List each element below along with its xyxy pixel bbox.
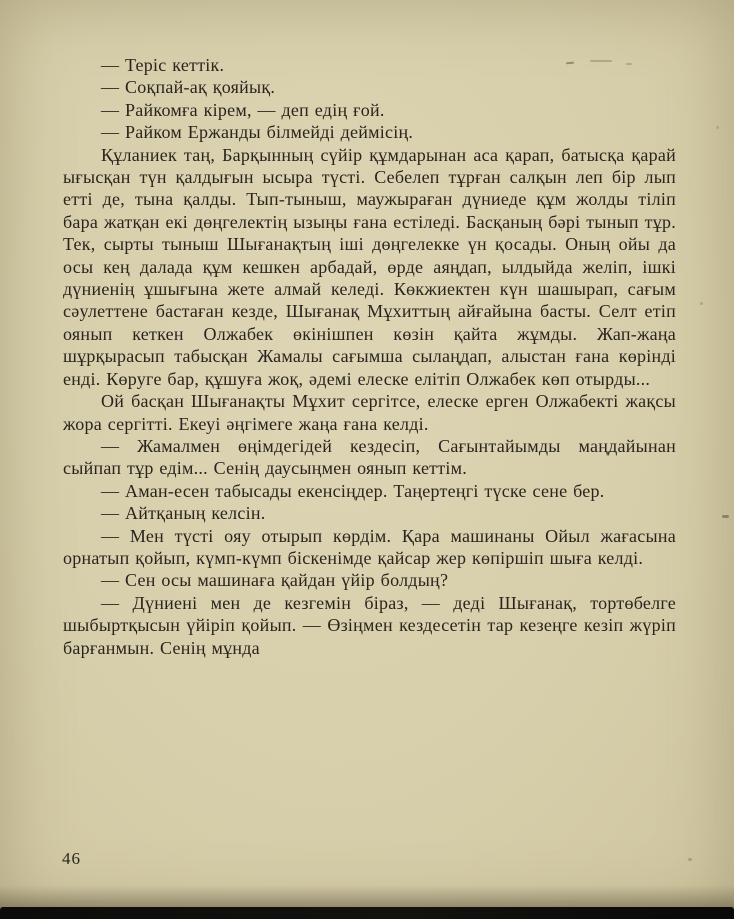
dialogue-line: — Аман-есен табысады екенсіңдер. Таңертеңгі түске сене бер. — [101, 480, 605, 501]
body-paragraph: Құланиек таң, Барқынның сүйір құмдарынан аса қарап, батысқа қарай ығысқан түн қалдығын ысыра түсті. Себелеп тұрған салқын леп бір лып етті де, тына қалды. Тып-тыныш, маужыраған дүниеде құм жолды тіліп бара жатқан екі дөңгелектің ызыңы ғана естіледі. Басқаның бәрі тынып тұр. Тек, сырты тыныш Шығанақтың іші дөңгелекке үн қосады. Оның ойы да осы кең далада құм кешкен арбадай, өрде аяңдап, ылдыйда желіп, ішкі дүниенің ұшығына жете алмай келеді. Көкжиектен күн шашырап, сағым сәулеттене бастаған кезде, Шығанақ Мұхиттың айғайына басты. Селт етіп оянып кеткен Олжабек өкінішпен көзін қайта жұмды. Жап-жаңа шұрқырасып табысқан Жамалы сағымша сылаңдап, алыстан ғана көрінді енді. Көруге бар, құшуға жоқ, әдемі елеске елітіп Олжабек көп отырды... — [63, 144, 676, 389]
dialogue-line: — Айтқаның келсін. — [101, 503, 266, 524]
dialogue-line: — Жамалмен өңімдегідей кездесіп, Сағынтайымды маңдайынан сыйпап тұр едім... Сенің даусыңмен оянып кеттім. — [63, 435, 676, 479]
dialogue-line: — Дүниені мен де кезгемін біраз, — деді Шығанақ, тортөбелге шыбыртқысын үйіріп қойып. — Өзіңмен кездесетін тар кезеңге кезіп жүріп барғанмын. Сенің мұнда — [63, 592, 676, 658]
page-number: 46 — [62, 849, 81, 868]
dialogue-line: — Сен осы машинаға қайдан үйір болдың? — [101, 570, 449, 591]
page-text — [63, 54, 676, 659]
dialogue-line: — Теріс кеттік. — [101, 55, 225, 75]
scan-speck — [688, 858, 692, 861]
dialogue-line: — Мен түсті ояу отырып көрдім. Қара машинаны Ойыл жағасына орнатып қойып, күмп-күмп біскенімде қайсар жер көпіршіп шыға келді. — [63, 525, 676, 568]
scan-speck — [626, 63, 632, 65]
dialogue-line: — Райкомға кірем, — деп едің ғой. — [101, 99, 385, 120]
scan-speck — [716, 126, 719, 129]
scan-speck — [700, 302, 703, 305]
dialogue-line: — Райком Ержанды білмейді деймісің. — [101, 122, 414, 143]
scan-speck — [722, 515, 729, 518]
scan-speck — [590, 60, 612, 62]
dialogue-line: — Соқпай-ақ қояйық. — [101, 77, 276, 98]
body-paragraph: Ой басқан Шығанақты Мұхит сергітсе, елеске ерген Олжабекті жақсы жора сергітті. Екеуі әңгімеге жаңа ғана келді. — [63, 391, 676, 434]
scan-bottom-edge — [0, 907, 734, 919]
